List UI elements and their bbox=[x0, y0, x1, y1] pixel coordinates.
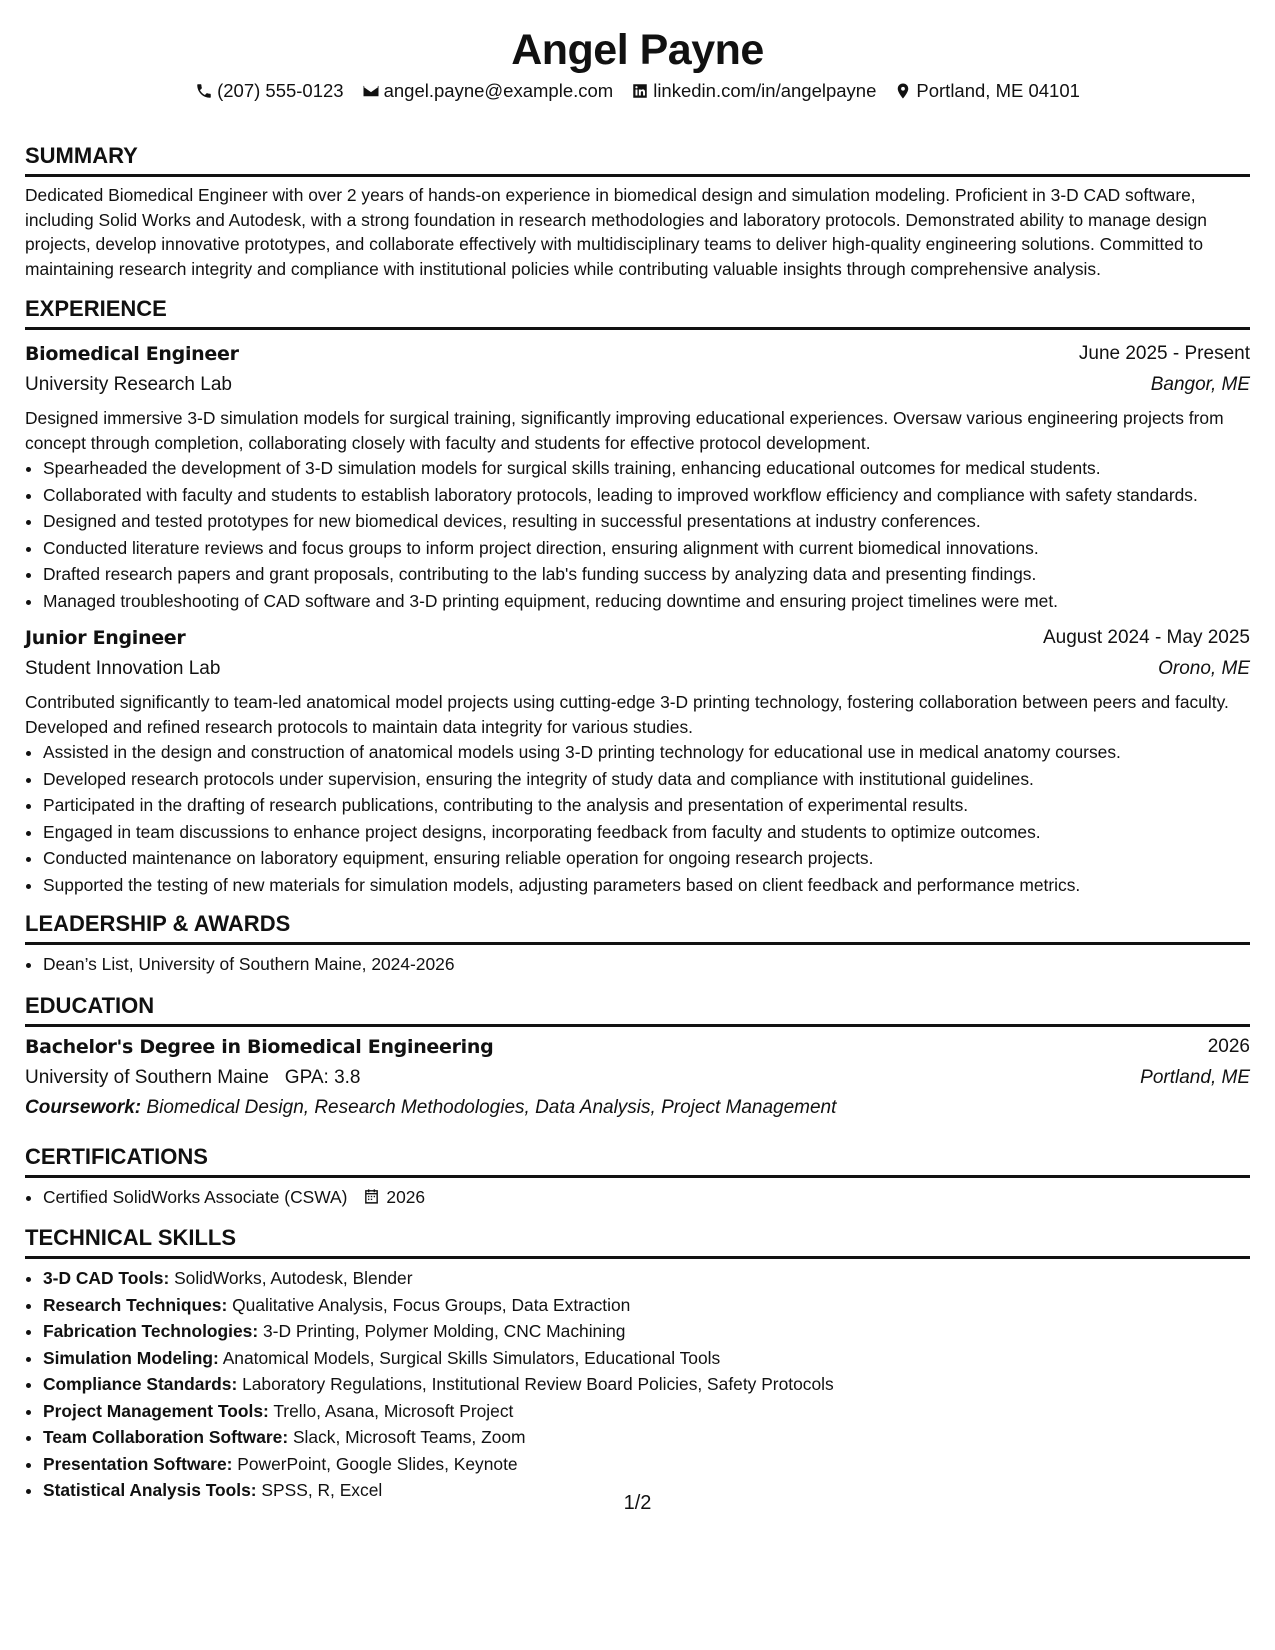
skill-label: Project Management Tools: bbox=[43, 1400, 269, 1421]
job-bullet: • Conducted maintenance on laboratory equipment, ensuring reliable operation for ongoing research projects. bbox=[43, 845, 1250, 872]
job-title: Junior Engineer bbox=[25, 627, 186, 649]
skill-label: Team Collaboration Software: bbox=[43, 1427, 289, 1447]
phone-text: (207) 555-0123 bbox=[217, 80, 344, 101]
location-text: Portland, ME 04101 bbox=[916, 80, 1080, 101]
job-bullet: • Designed and tested prototypes for new biomedical devices, resulting in successful presentations at industry conferences. bbox=[43, 508, 1250, 535]
job-bullets bbox=[25, 739, 1250, 898]
skill-item bbox=[43, 1424, 1250, 1451]
page-number: 1/2 bbox=[623, 1492, 652, 1514]
contact-linkedin[interactable] bbox=[631, 78, 876, 104]
job-header bbox=[25, 622, 1250, 654]
skill-item bbox=[43, 1451, 1250, 1478]
map-pin-icon bbox=[894, 82, 912, 100]
phone-icon bbox=[195, 82, 213, 100]
certification-name: • Certified SolidWorks Associate (CSWA) bbox=[43, 1186, 348, 1207]
linkedin-icon bbox=[631, 82, 649, 100]
coursework-text: Biomedical Design, Research Methodologies, Data Analysis, Project Management bbox=[146, 1096, 837, 1118]
skill-value: Trello, Asana, Microsoft Project bbox=[273, 1400, 514, 1421]
job-bullet: • Collaborated with faculty and students to establish laboratory protocols, leading to improved workflow efficiency and compliance with safety standards. bbox=[43, 482, 1250, 509]
skill-item bbox=[43, 1345, 1250, 1372]
job-entry bbox=[25, 338, 1250, 614]
job-dates: June 2025 - Present bbox=[1078, 343, 1250, 364]
job-org-row bbox=[25, 370, 1250, 400]
skills-list bbox=[25, 1265, 1250, 1504]
skill-label: Fabrication Technologies: bbox=[43, 1321, 259, 1341]
skill-label: Compliance Standards: bbox=[43, 1374, 238, 1394]
skill-value: PowerPoint, Google Slides, Keynote bbox=[237, 1453, 518, 1474]
skill-value: Slack, Microsoft Teams, Zoom bbox=[292, 1427, 526, 1447]
job-org: University Research Lab bbox=[25, 374, 232, 395]
leadership-item: • Dean’s List, University of Southern Maine, 2024-2026 bbox=[43, 951, 1250, 978]
gpa: GPA: 3.8 bbox=[284, 1066, 361, 1088]
contact-email[interactable] bbox=[362, 78, 614, 104]
job-title: Biomedical Engineer bbox=[25, 343, 239, 365]
skill-label: Simulation Modeling: bbox=[43, 1347, 219, 1368]
contact-phone bbox=[195, 78, 344, 104]
email-text: angel.payne@example.com bbox=[383, 80, 614, 101]
calendar-icon bbox=[363, 1188, 380, 1205]
job-bullet: • Drafted research papers and grant proposals, contributing to the lab's funding success by analyzing data and presenting findings. bbox=[43, 561, 1250, 588]
skill-value: SPSS, R, Excel bbox=[261, 1480, 383, 1500]
contact-location bbox=[894, 78, 1080, 104]
certifications-list bbox=[25, 1184, 1250, 1211]
job-header bbox=[25, 338, 1250, 370]
certification-year: 2026 bbox=[386, 1186, 426, 1207]
leadership-list bbox=[25, 951, 1250, 978]
certification-item bbox=[43, 1184, 1250, 1211]
job-bullets bbox=[25, 455, 1250, 614]
candidate-name: Angel Payne bbox=[511, 26, 764, 74]
skills-heading: TECHNICAL SKILLS bbox=[25, 1224, 1250, 1259]
job-bullet: • Spearheaded the development of 3-D simulation models for surgical skills training, enhancing educational outcomes for medical students. bbox=[43, 455, 1250, 482]
skill-value: Qualitative Analysis, Focus Groups, Data Extraction bbox=[232, 1294, 631, 1315]
skill-value: SolidWorks, Autodesk, Blender bbox=[174, 1268, 413, 1288]
job-bullet: • Developed research protocols under supervision, ensuring the integrity of study data and compliance with institutional guidelines. bbox=[43, 766, 1250, 793]
contact-bar bbox=[25, 78, 1250, 104]
experience-heading: EXPERIENCE bbox=[25, 295, 1250, 330]
job-dates: August 2024 - May 2025 bbox=[1042, 627, 1250, 648]
school-name: University of Southern Maine bbox=[25, 1066, 269, 1088]
education-heading: EDUCATION bbox=[25, 992, 1250, 1027]
coursework bbox=[25, 1093, 1250, 1123]
skill-item bbox=[43, 1292, 1250, 1319]
job-location: Bangor, ME bbox=[1150, 374, 1250, 395]
summary-heading: SUMMARY bbox=[25, 142, 1250, 177]
education-header bbox=[25, 1031, 1250, 1063]
skill-label: 3-D CAD Tools: bbox=[43, 1268, 170, 1288]
coursework-label: Coursework: bbox=[25, 1096, 142, 1118]
job-bullet: • Participated in the drafting of research publications, contributing to the analysis and presentation of experimental results. bbox=[43, 792, 1250, 819]
job-bullet: • Conducted literature reviews and focus groups to inform project direction, ensuring alignment with current biomedical innovations. bbox=[43, 535, 1250, 562]
job-description: Contributed significantly to team-led anatomical model projects using cutting-edge 3-D printing technology, fostering collaboration between peers and faculty. Developed and refined research protocols to maintain data integrity for various studies. bbox=[25, 692, 1229, 737]
skill-value: Anatomical Models, Surgical Skills Simulators, Educational Tools bbox=[222, 1347, 721, 1368]
job-org: Student Innovation Lab bbox=[25, 658, 221, 679]
skill-item bbox=[43, 1318, 1250, 1345]
skill-value: Laboratory Regulations, Institutional Review Board Policies, Safety Protocols bbox=[242, 1374, 834, 1394]
linkedin-text: linkedin.com/in/angelpayne bbox=[653, 80, 877, 101]
skill-label: Research Techniques: bbox=[43, 1294, 228, 1315]
job-entry bbox=[25, 622, 1250, 898]
skill-value: 3-D Printing, Polymer Molding, CNC Machining bbox=[263, 1321, 626, 1341]
resume-content bbox=[25, 0, 1250, 1504]
graduation-year: 2026 bbox=[1207, 1035, 1250, 1057]
job-bullet: • Managed troubleshooting of CAD software and 3-D printing equipment, reducing downtime and ensuring project timelines were met. bbox=[43, 588, 1250, 615]
job-org-row bbox=[25, 654, 1250, 684]
certification-line bbox=[43, 1184, 1250, 1211]
job-description: Designed immersive 3-D simulation models for surgical training, significantly improving educational experiences. Oversaw various engineering projects from concept through completion, collaborating closely with faculty and students for effective protocol development. bbox=[25, 408, 1224, 453]
job-bullet: • Supported the testing of new materials for simulation models, adjusting parameters based on client feedback and performance metrics. bbox=[43, 872, 1250, 899]
degree: Bachelor's Degree in Biomedical Engineering bbox=[25, 1035, 494, 1058]
job-location: Orono, ME bbox=[1158, 658, 1250, 679]
skill-item bbox=[43, 1265, 1250, 1292]
school-gpa bbox=[25, 1063, 360, 1093]
skill-item bbox=[43, 1371, 1250, 1398]
leadership-heading: LEADERSHIP & AWARDS bbox=[25, 910, 1250, 945]
job-bullet: • Assisted in the design and construction of anatomical models using 3-D printing technology for educational use in medical anatomy courses. bbox=[43, 739, 1250, 766]
school-location: Portland, ME bbox=[1140, 1066, 1250, 1088]
summary-text: Dedicated Biomedical Engineer with over 2 years of hands-on experience in biomedical design and simulation modeling. Proficient in 3-D CAD software, including Solid Works and Autodesk, with a strong foundation in research methodologies and laboratory protocols. Demonstrated ability to manage design projects, develop innovative prototypes, and collaborate effectively with multidisciplinary teams to deliver high-quality engineering solutions. Committed to maintaining research integrity and compliance with institutional policies while contributing valuable insights through comprehensive analysis. bbox=[25, 185, 1207, 279]
skill-label: Presentation Software: bbox=[43, 1453, 233, 1474]
skill-label: Statistical Analysis Tools: bbox=[43, 1480, 257, 1500]
envelope-icon bbox=[362, 82, 380, 100]
certifications-heading: CERTIFICATIONS bbox=[25, 1143, 1250, 1178]
skill-item bbox=[43, 1398, 1250, 1425]
job-bullet: • Engaged in team discussions to enhance project designs, incorporating feedback from faculty and students to optimize outcomes. bbox=[43, 819, 1250, 846]
education-school-row bbox=[25, 1063, 1250, 1093]
